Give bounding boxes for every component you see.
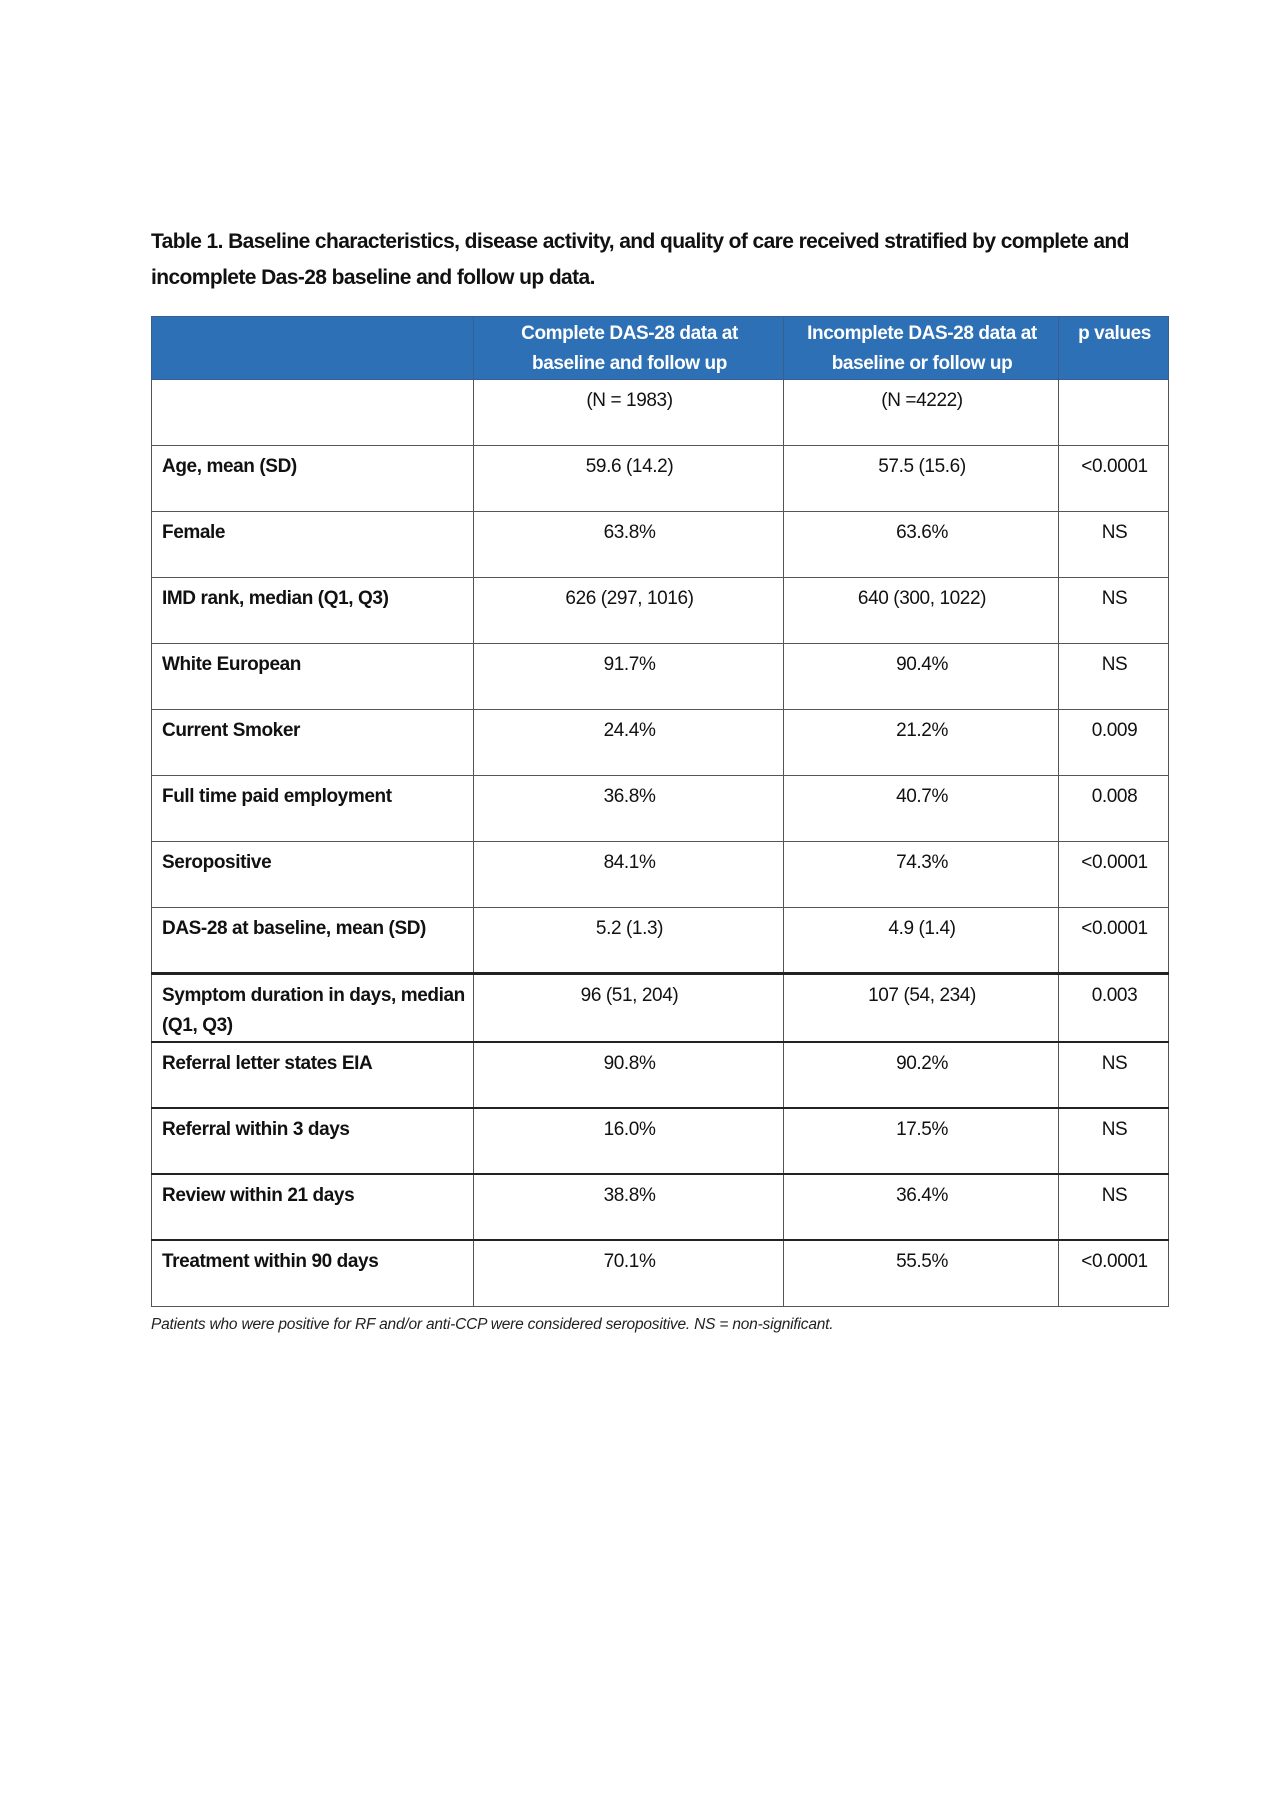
- cell-incomplete: 74.3%: [784, 842, 1059, 908]
- table-row: [152, 842, 1169, 908]
- row-label: Age, mean (SD): [152, 446, 474, 512]
- cell-p-value: 0.003: [1059, 974, 1169, 1043]
- cell-p-value: <0.0001: [1059, 1240, 1169, 1306]
- table-footnote: Patients who were positive for RF and/or anti-CCP were considered seropositive. NS = non-significant.: [151, 1316, 834, 1333]
- n-p: [1059, 380, 1169, 446]
- row-label: Referral within 3 days: [152, 1108, 474, 1174]
- cell-complete: 96 (51, 204): [474, 974, 784, 1043]
- cell-p-value: <0.0001: [1059, 446, 1169, 512]
- cell-complete: 59.6 (14.2): [474, 446, 784, 512]
- cell-p-value: <0.0001: [1059, 842, 1169, 908]
- cell-p-value: NS: [1059, 1108, 1169, 1174]
- cell-p-value: 0.008: [1059, 776, 1169, 842]
- cell-complete: 24.4%: [474, 710, 784, 776]
- table-row: [152, 974, 1169, 1043]
- table-row: [152, 644, 1169, 710]
- table-row: [152, 710, 1169, 776]
- cell-incomplete: 17.5%: [784, 1108, 1059, 1174]
- cell-p-value: 0.009: [1059, 710, 1169, 776]
- row-label: Symptom duration in days, median (Q1, Q3): [152, 974, 474, 1043]
- header-complete: Complete DAS-28 data at baseline and follow up: [474, 317, 784, 380]
- cell-complete: 90.8%: [474, 1042, 784, 1108]
- cell-incomplete: 90.4%: [784, 644, 1059, 710]
- cell-complete: 70.1%: [474, 1240, 784, 1306]
- cell-p-value: NS: [1059, 1174, 1169, 1240]
- table-row: [152, 1240, 1169, 1306]
- cell-incomplete: 107 (54, 234): [784, 974, 1059, 1043]
- cell-complete: 626 (297, 1016): [474, 578, 784, 644]
- table-caption: Table 1. Baseline characteristics, disease activity, and quality of care received stratified by complete and incomplete Das-28 baseline and follow up data.: [151, 230, 1129, 289]
- cell-incomplete: 55.5%: [784, 1240, 1059, 1306]
- row-label: Referral letter states EIA: [152, 1042, 474, 1108]
- table-row: [152, 512, 1169, 578]
- row-label: Female: [152, 512, 474, 578]
- n-complete: (N = 1983): [474, 380, 784, 446]
- cell-incomplete: 4.9 (1.4): [784, 908, 1059, 974]
- baseline-characteristics-table: [151, 316, 1169, 1307]
- row-label: Treatment within 90 days: [152, 1240, 474, 1306]
- cell-incomplete: 21.2%: [784, 710, 1059, 776]
- table-row: [152, 446, 1169, 512]
- cell-p-value: NS: [1059, 644, 1169, 710]
- row-label: DAS-28 at baseline, mean (SD): [152, 908, 474, 974]
- row-label: Seropositive: [152, 842, 474, 908]
- n-incomplete: (N =4222): [784, 380, 1059, 446]
- table-row: [152, 1042, 1169, 1108]
- n-row-label: [152, 380, 474, 446]
- cell-incomplete: 36.4%: [784, 1174, 1059, 1240]
- header-incomplete: Incomplete DAS-28 data at baseline or follow up: [784, 317, 1059, 380]
- table-row: [152, 1108, 1169, 1174]
- header-p-values: p values: [1059, 317, 1169, 380]
- row-label: Full time paid employment: [152, 776, 474, 842]
- cell-incomplete: 640 (300, 1022): [784, 578, 1059, 644]
- row-label: IMD rank, median (Q1, Q3): [152, 578, 474, 644]
- table-header-row: [152, 317, 1169, 380]
- cell-complete: 5.2 (1.3): [474, 908, 784, 974]
- cell-incomplete: 63.6%: [784, 512, 1059, 578]
- cell-p-value: <0.0001: [1059, 908, 1169, 974]
- cell-complete: 16.0%: [474, 1108, 784, 1174]
- cell-p-value: NS: [1059, 1042, 1169, 1108]
- n-row: [152, 380, 1169, 446]
- row-label: Current Smoker: [152, 710, 474, 776]
- cell-complete: 84.1%: [474, 842, 784, 908]
- header-blank: [152, 317, 474, 380]
- table-row: [152, 908, 1169, 974]
- cell-p-value: NS: [1059, 578, 1169, 644]
- cell-complete: 91.7%: [474, 644, 784, 710]
- cell-complete: 63.8%: [474, 512, 784, 578]
- row-label: White European: [152, 644, 474, 710]
- cell-complete: 36.8%: [474, 776, 784, 842]
- row-label: Review within 21 days: [152, 1174, 474, 1240]
- cell-incomplete: 57.5 (15.6): [784, 446, 1059, 512]
- table-row: [152, 578, 1169, 644]
- cell-incomplete: 90.2%: [784, 1042, 1059, 1108]
- cell-p-value: NS: [1059, 512, 1169, 578]
- cell-incomplete: 40.7%: [784, 776, 1059, 842]
- table-row: [152, 1174, 1169, 1240]
- table-row: [152, 776, 1169, 842]
- cell-complete: 38.8%: [474, 1174, 784, 1240]
